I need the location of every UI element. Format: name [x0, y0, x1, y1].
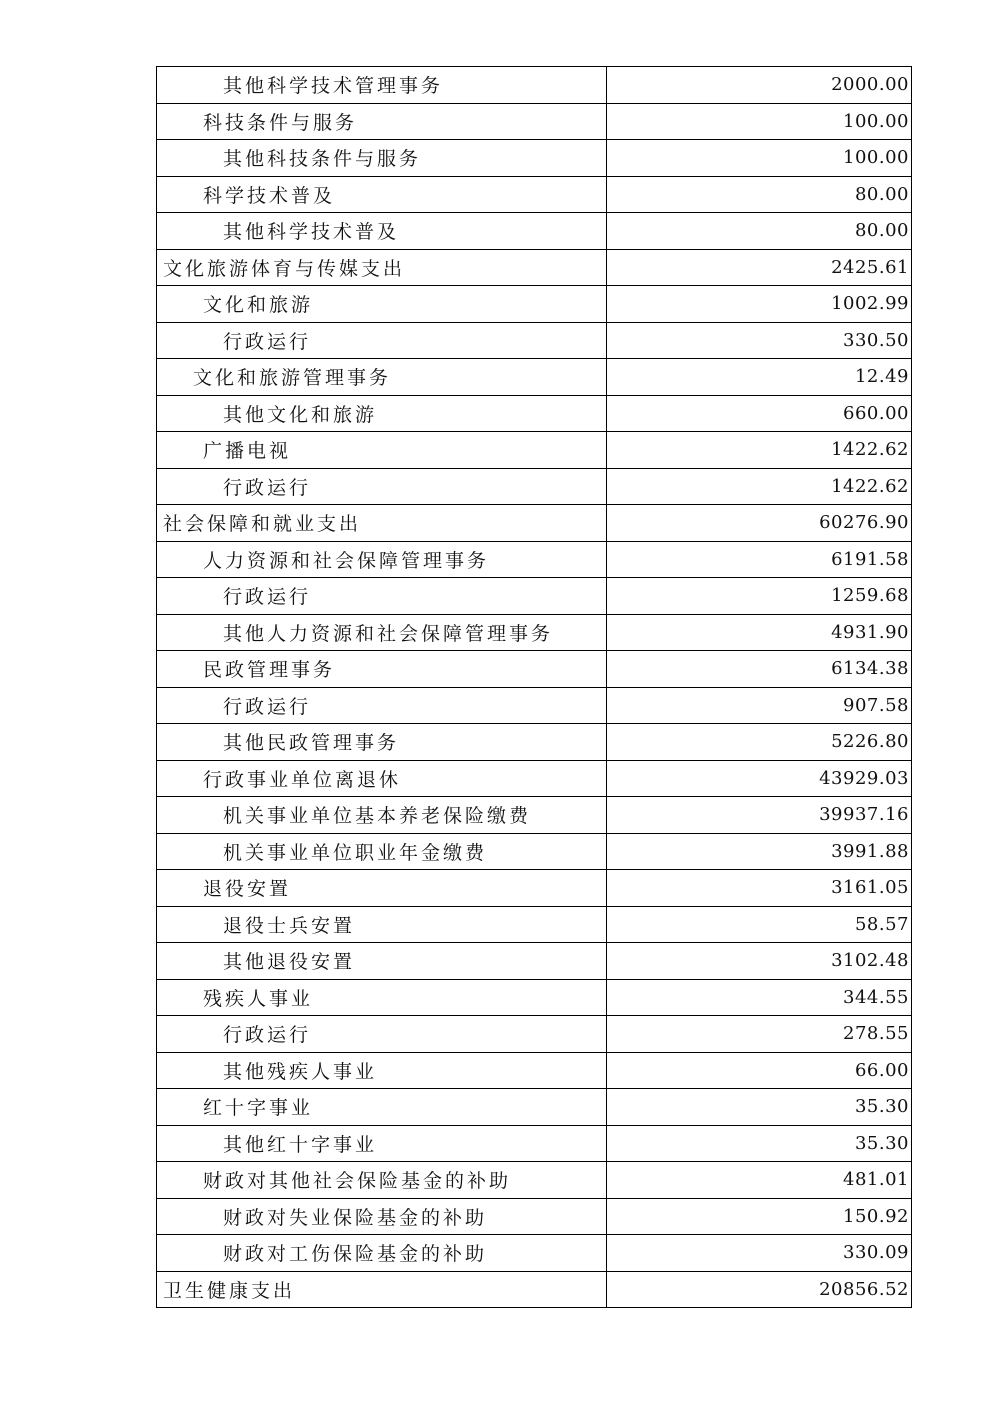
table-row [157, 870, 912, 907]
table-row [157, 1052, 912, 1089]
amount-cell: 2425.61 [607, 249, 912, 286]
item-name-cell: 其他科学技术管理事务 [157, 67, 607, 104]
item-name-cell: 行政运行 [157, 1016, 607, 1053]
table-row [157, 578, 912, 615]
amount-cell: 3991.88 [607, 833, 912, 870]
table-row [157, 760, 912, 797]
amount-cell: 1422.62 [607, 432, 912, 469]
table-row [157, 1089, 912, 1126]
item-name-cell: 机关事业单位基本养老保险缴费 [157, 797, 607, 834]
table-row [157, 249, 912, 286]
amount-cell: 278.55 [607, 1016, 912, 1053]
amount-cell: 100.00 [607, 103, 912, 140]
amount-cell: 80.00 [607, 213, 912, 250]
item-name-cell: 红十字事业 [157, 1089, 607, 1126]
amount-cell: 1002.99 [607, 286, 912, 323]
table-row [157, 979, 912, 1016]
table-row [157, 1162, 912, 1199]
item-name-cell: 卫生健康支出 [157, 1271, 607, 1308]
budget-table [156, 66, 912, 1308]
item-name-cell: 财政对其他社会保险基金的补助 [157, 1162, 607, 1199]
amount-cell: 3161.05 [607, 870, 912, 907]
table-row [157, 432, 912, 469]
item-name-cell: 民政管理事务 [157, 651, 607, 688]
amount-cell: 6191.58 [607, 541, 912, 578]
item-name-cell: 人力资源和社会保障管理事务 [157, 541, 607, 578]
table-row [157, 359, 912, 396]
item-name-cell: 行政运行 [157, 687, 607, 724]
amount-cell: 2000.00 [607, 67, 912, 104]
item-name-cell: 退役安置 [157, 870, 607, 907]
amount-cell: 20856.52 [607, 1271, 912, 1308]
table-row [157, 1271, 912, 1308]
table-row [157, 1125, 912, 1162]
table-row [157, 1198, 912, 1235]
table-row [157, 140, 912, 177]
table-row [157, 1016, 912, 1053]
amount-cell: 60276.90 [607, 505, 912, 542]
table-row [157, 176, 912, 213]
amount-cell: 481.01 [607, 1162, 912, 1199]
item-name-cell: 科学技术普及 [157, 176, 607, 213]
item-name-cell: 其他残疾人事业 [157, 1052, 607, 1089]
table-row [157, 103, 912, 140]
amount-cell: 35.30 [607, 1089, 912, 1126]
amount-cell: 100.00 [607, 140, 912, 177]
item-name-cell: 其他民政管理事务 [157, 724, 607, 761]
amount-cell: 907.58 [607, 687, 912, 724]
item-name-cell: 行政运行 [157, 578, 607, 615]
item-name-cell: 退役士兵安置 [157, 906, 607, 943]
table-row [157, 1235, 912, 1272]
table-row [157, 943, 912, 980]
item-name-cell: 行政运行 [157, 322, 607, 359]
item-name-cell: 其他科技条件与服务 [157, 140, 607, 177]
table-body [157, 67, 912, 1308]
item-name-cell: 机关事业单位职业年金缴费 [157, 833, 607, 870]
amount-cell: 1422.62 [607, 468, 912, 505]
table-row [157, 505, 912, 542]
table-row [157, 724, 912, 761]
table-row [157, 614, 912, 651]
item-name-cell: 社会保障和就业支出 [157, 505, 607, 542]
table-row [157, 541, 912, 578]
item-name-cell: 行政事业单位离退休 [157, 760, 607, 797]
item-name-cell: 文化和旅游 [157, 286, 607, 323]
table-row [157, 687, 912, 724]
item-name-cell: 广播电视 [157, 432, 607, 469]
amount-cell: 660.00 [607, 395, 912, 432]
item-name-cell: 财政对失业保险基金的补助 [157, 1198, 607, 1235]
amount-cell: 58.57 [607, 906, 912, 943]
amount-cell: 344.55 [607, 979, 912, 1016]
table-row [157, 651, 912, 688]
table-row [157, 833, 912, 870]
amount-cell: 35.30 [607, 1125, 912, 1162]
amount-cell: 12.49 [607, 359, 912, 396]
item-name-cell: 其他人力资源和社会保障管理事务 [157, 614, 607, 651]
amount-cell: 3102.48 [607, 943, 912, 980]
amount-cell: 66.00 [607, 1052, 912, 1089]
amount-cell: 39937.16 [607, 797, 912, 834]
item-name-cell: 行政运行 [157, 468, 607, 505]
table-row [157, 286, 912, 323]
amount-cell: 43929.03 [607, 760, 912, 797]
amount-cell: 150.92 [607, 1198, 912, 1235]
table-row [157, 468, 912, 505]
table-row [157, 395, 912, 432]
item-name-cell: 其他文化和旅游 [157, 395, 607, 432]
item-name-cell: 其他科学技术普及 [157, 213, 607, 250]
item-name-cell: 文化旅游体育与传媒支出 [157, 249, 607, 286]
table-row [157, 797, 912, 834]
amount-cell: 5226.80 [607, 724, 912, 761]
item-name-cell: 财政对工伤保险基金的补助 [157, 1235, 607, 1272]
amount-cell: 80.00 [607, 176, 912, 213]
table-row [157, 322, 912, 359]
item-name-cell: 其他红十字事业 [157, 1125, 607, 1162]
table-row [157, 906, 912, 943]
table-row [157, 213, 912, 250]
item-name-cell: 科技条件与服务 [157, 103, 607, 140]
item-name-cell: 残疾人事业 [157, 979, 607, 1016]
item-name-cell: 其他退役安置 [157, 943, 607, 980]
amount-cell: 6134.38 [607, 651, 912, 688]
amount-cell: 1259.68 [607, 578, 912, 615]
table-row [157, 67, 912, 104]
amount-cell: 330.09 [607, 1235, 912, 1272]
amount-cell: 330.50 [607, 322, 912, 359]
item-name-cell: 文化和旅游管理事务 [157, 359, 607, 396]
amount-cell: 4931.90 [607, 614, 912, 651]
